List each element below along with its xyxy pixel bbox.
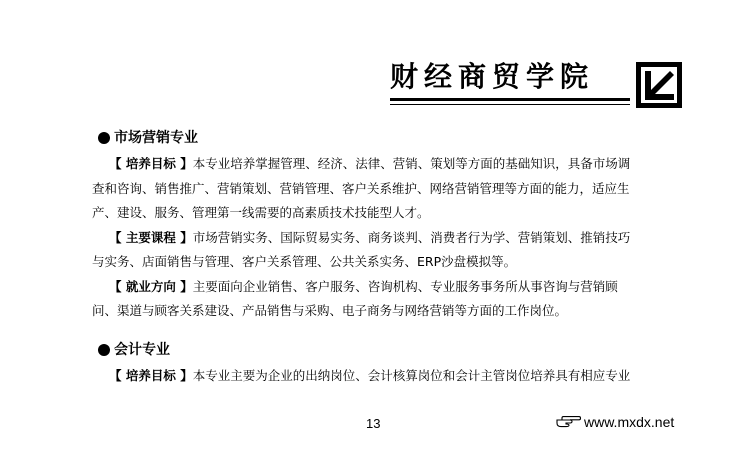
header-rule [390, 98, 630, 101]
arrow-down-left-icon [636, 62, 682, 108]
paragraph-careers [92, 275, 702, 324]
paragraph-key: 【 就业方向 】 [109, 278, 193, 294]
section-accounting [92, 340, 702, 389]
paragraph-key: 【 主要课程 】 [109, 229, 193, 245]
paragraph-key: 【 培养目标 】 [109, 368, 193, 383]
paragraph-line [92, 275, 702, 300]
paragraph-line: 与实务、店面销售与管理、客户关系管理、公共关系实务、ERP沙盘模拟等。 [92, 254, 517, 269]
paragraph-text: 本专业主要为企业的出纳岗位、会计核算岗位和会计主管岗位培养具有相应专业 [192, 368, 631, 383]
page-header [390, 60, 684, 108]
paragraph-line: 产、建设、服务、管理第一线需要的高素质技术技能型人才。 [92, 205, 430, 220]
section-heading-text: 市场营销专业 [114, 130, 198, 146]
college-title: 财经商贸学院 [390, 60, 595, 93]
header-rule-thin [390, 104, 630, 105]
paragraph-line: 查和咨询、销售推广、营销策划、营销管理、客户关系维护、网络营销管理等方面的能力，适应生 [92, 180, 630, 196]
pointing-hand-icon [556, 415, 582, 429]
website-link[interactable] [556, 414, 674, 430]
page-number: 13 [366, 416, 381, 431]
bullet-icon [98, 132, 110, 144]
paragraph-goal [92, 152, 702, 226]
paragraph-key: 【 培养目标 】 [109, 156, 193, 171]
section-heading [92, 340, 702, 360]
paragraph-line [92, 152, 702, 177]
paragraph-text: 主要面向企业销售、客户服务、咨询机构、专业服务事务所从事咨询与营销顾 [192, 278, 618, 294]
paragraph-goal [92, 364, 702, 389]
paragraph-line [92, 364, 702, 389]
section-heading-text: 会计专业 [114, 342, 170, 358]
section-marketing [92, 128, 702, 324]
website-url[interactable]: www.mxdx.net [584, 414, 675, 430]
paragraph-line: 问、渠道与顾客关系建设、产品销售与采购、电子商务与网络营销等方面的工作岗位。 [92, 303, 568, 318]
paragraph-text: 市场营销实务、国际贸易实务、商务谈判、消费者行为学、营销策划、推销技巧 [192, 229, 631, 245]
section-heading [92, 128, 702, 148]
bullet-icon [98, 344, 110, 356]
paragraph-text: 本专业培养掌握管理、经济、法律、营销、策划等方面的基础知识，具备市场调 [192, 156, 631, 171]
paragraph-line [92, 226, 702, 251]
paragraph-courses [92, 226, 702, 275]
